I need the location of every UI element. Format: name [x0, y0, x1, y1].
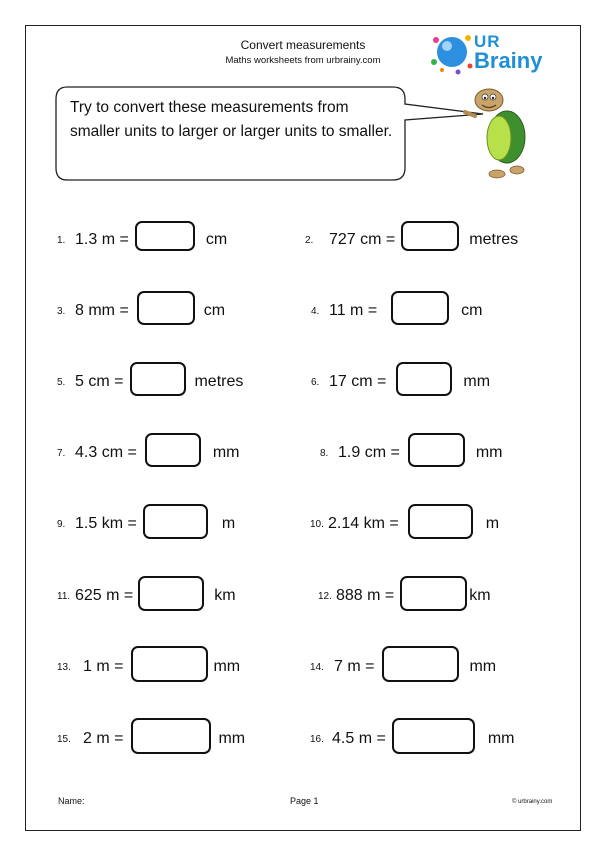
answer-box[interactable] [382, 646, 459, 682]
question-value: 625 m = [75, 587, 134, 604]
question-value: 5 cm = [75, 373, 124, 390]
question-value: 4.3 cm = [75, 444, 137, 461]
answer-box[interactable] [137, 291, 195, 325]
answer-unit: km [214, 587, 236, 604]
question-value: 11 m = [329, 302, 378, 319]
answer-box[interactable] [138, 576, 204, 611]
question-1 [57, 220, 227, 260]
question-value: 7 m = [334, 658, 375, 675]
question-number: 2. [305, 234, 314, 246]
answer-unit: cm [203, 302, 226, 319]
answer-unit: cm [205, 231, 228, 248]
answer-unit: mm [213, 658, 241, 675]
answer-box[interactable] [396, 362, 452, 396]
globe-icon [428, 30, 478, 80]
question-number: 12. [318, 590, 332, 602]
answer-unit: metres [194, 373, 244, 390]
question-value: 17 cm = [329, 373, 387, 390]
question-value: 1.5 km = [75, 515, 137, 532]
answer-box[interactable] [135, 221, 195, 251]
question-6 [311, 362, 490, 402]
answer-unit: mm [218, 730, 246, 747]
name-label: Name: [58, 796, 85, 806]
answer-box[interactable] [391, 291, 449, 325]
question-value: 8 mm = [75, 302, 129, 319]
answer-unit: km [469, 587, 491, 604]
question-number: 10. [310, 518, 324, 530]
question-value: 888 m = [336, 587, 395, 604]
answer-unit: mm [487, 730, 515, 747]
answer-box[interactable] [401, 221, 459, 251]
answer-unit: m [221, 515, 236, 532]
answer-box[interactable] [408, 433, 465, 467]
question-number: 7. [57, 447, 66, 459]
question-number: 5. [57, 376, 66, 388]
question-value: 1.3 m = [75, 231, 129, 248]
question-11 [57, 576, 236, 616]
question-number: 14. [310, 661, 324, 673]
question-8 [320, 433, 502, 473]
question-number: 1. [57, 234, 66, 246]
question-value: 1 m = [83, 658, 124, 675]
question-number: 3. [57, 305, 66, 317]
question-10 [310, 504, 499, 544]
question-15 [57, 719, 245, 759]
turtle-mascot-icon [463, 82, 533, 182]
question-2 [305, 220, 518, 260]
page-number: Page 1 [290, 796, 319, 806]
answer-unit: mm [475, 444, 503, 461]
answer-unit: m [485, 515, 500, 532]
logo-text-ur: UR [474, 32, 501, 51]
question-number: 15. [57, 733, 71, 745]
question-13 [57, 647, 240, 687]
question-number: 16. [310, 733, 324, 745]
question-number: 9. [57, 518, 66, 530]
answer-box[interactable] [143, 504, 208, 539]
answer-unit: mm [463, 373, 491, 390]
page-subtitle: Maths worksheets from urbrainy.com [225, 55, 381, 66]
answer-box[interactable] [400, 576, 467, 611]
answer-box[interactable] [392, 718, 475, 754]
logo-text-brainy: Brainy [474, 48, 543, 73]
question-value: 2 m = [83, 730, 124, 747]
question-value: 2.14 km = [328, 515, 399, 532]
instruction-text: Try to convert these measurements from smaller units to larger or larger units to smaller. [70, 99, 393, 140]
question-number: 6. [311, 376, 320, 388]
answer-unit: metres [469, 231, 519, 248]
answer-box[interactable] [131, 646, 208, 682]
answer-box[interactable] [145, 433, 201, 467]
question-16 [310, 719, 514, 759]
question-number: 11. [57, 590, 71, 602]
answer-unit: mm [469, 658, 497, 675]
question-7 [57, 433, 239, 473]
copyright-text: © urbrainy.com [512, 799, 553, 805]
page-title: Convert measurements [240, 38, 366, 52]
question-4 [311, 291, 483, 331]
question-9 [57, 504, 235, 544]
question-value: 4.5 m = [332, 730, 386, 747]
question-3 [57, 291, 225, 331]
question-value: 727 cm = [329, 231, 396, 248]
answer-unit: cm [461, 302, 483, 319]
urbrainy-logo [428, 30, 548, 80]
question-number: 4. [311, 305, 320, 317]
question-number: 8. [320, 447, 329, 459]
question-12 [318, 576, 491, 616]
question-value: 1.9 cm = [338, 444, 400, 461]
answer-box[interactable] [131, 718, 211, 754]
answer-box[interactable] [408, 504, 473, 539]
answer-box[interactable] [130, 362, 186, 396]
question-14 [310, 647, 496, 687]
answer-unit: mm [212, 444, 240, 461]
question-5 [57, 362, 243, 402]
question-number: 13. [57, 661, 71, 673]
